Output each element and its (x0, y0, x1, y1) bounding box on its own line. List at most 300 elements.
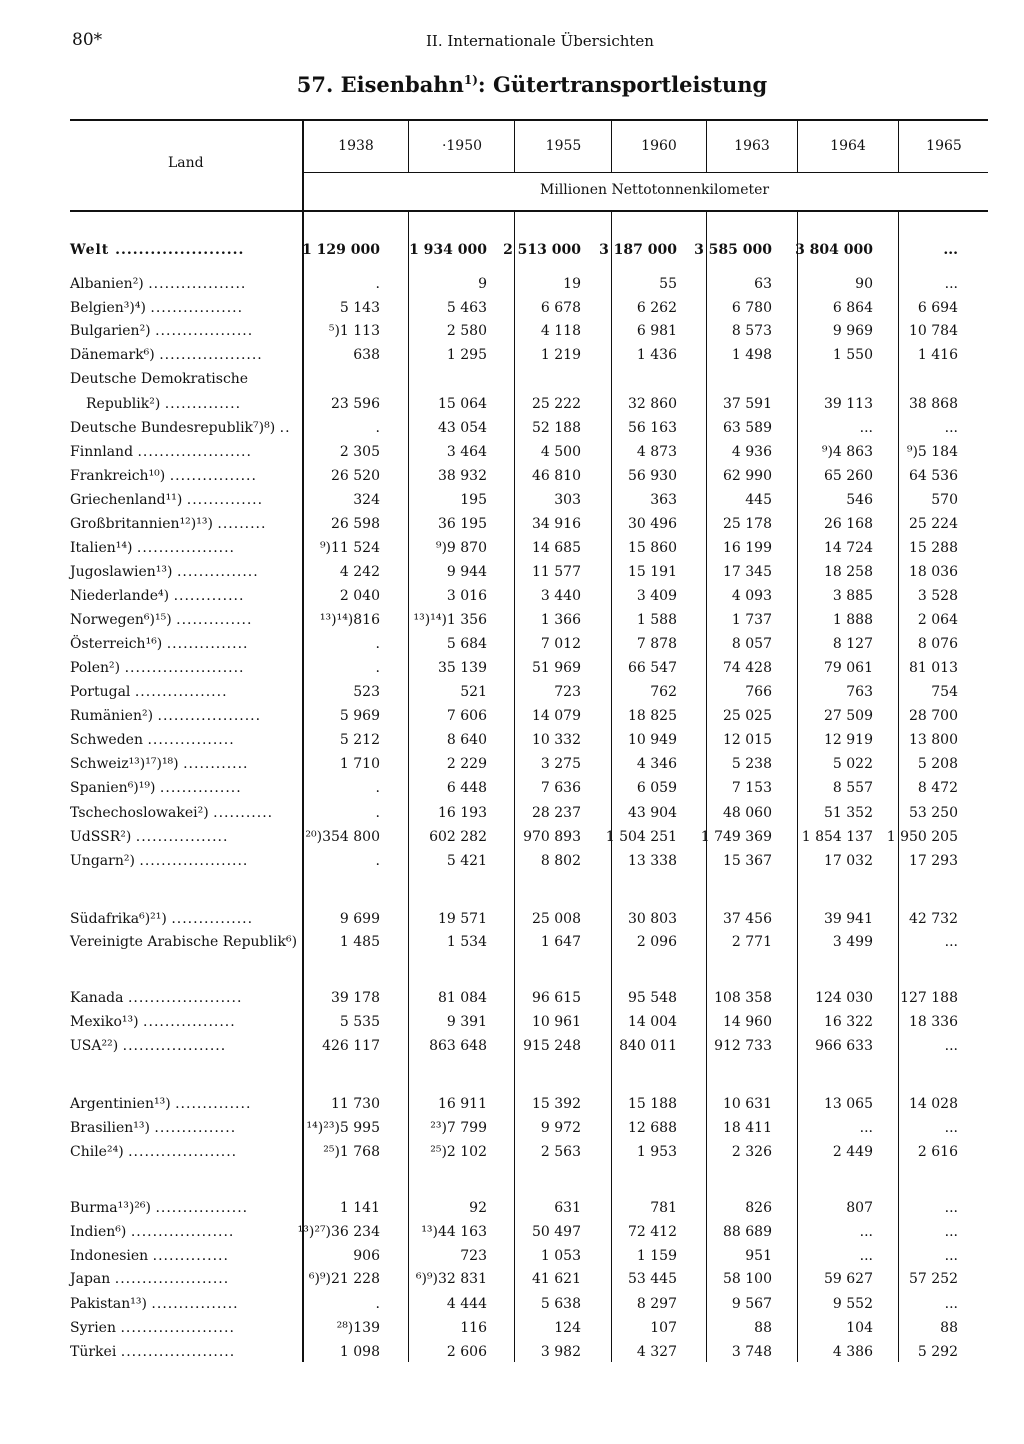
value-cell: 37 456 (723, 911, 772, 927)
top-rule (70, 119, 988, 121)
value-cell: 1 888 (832, 612, 873, 628)
value-cell: 723 (554, 684, 581, 700)
value-cell: ... (944, 1248, 958, 1264)
value-cell: 5 463 (446, 300, 487, 316)
value-cell: 5 535 (339, 1014, 380, 1030)
leader-dots: .................... (139, 853, 249, 869)
value-cell: 15 064 (438, 396, 487, 412)
value-cell: 3 885 (832, 588, 873, 604)
country-name (70, 732, 235, 748)
country-label: Vereinigte Arabische Republik⁶) (70, 934, 298, 950)
value-cell: ⁹)11 524 (319, 540, 380, 556)
country-label: Indien⁶) (70, 1224, 127, 1240)
value-cell: ⁶)⁹)21 228 (308, 1271, 380, 1287)
value-cell: 840 011 (619, 1038, 677, 1054)
value-cell: 14 079 (532, 708, 581, 724)
value-cell: 3 499 (832, 934, 873, 950)
value-cell: 53 445 (628, 1271, 677, 1287)
value-cell: 62 990 (723, 468, 772, 484)
value-cell: ¹³)²⁷)36 234 (297, 1224, 380, 1240)
value-cell: . (375, 780, 380, 796)
country-label: Finnland (70, 444, 134, 460)
value-cell: ²⁰)354 800 (305, 829, 380, 845)
value-cell: 1 737 (731, 612, 772, 628)
value-cell: 18 258 (824, 564, 873, 580)
leader-dots: ................ (169, 468, 257, 484)
value-cell: 23 596 (331, 396, 380, 412)
leader-dots: ............. (173, 588, 245, 604)
unit-label: Millionen Nettotonnenkilometer (540, 182, 770, 198)
country-label: Brasilien¹³) (70, 1120, 150, 1136)
value-cell: ... (944, 1200, 958, 1216)
value-cell: 1 749 369 (700, 829, 772, 845)
country-name (70, 636, 248, 652)
value-cell: 13 800 (909, 732, 958, 748)
section-title: II. Internationale Übersichten (426, 32, 654, 50)
value-cell: 1 550 (832, 347, 873, 363)
leader-dots: ............... (166, 636, 249, 652)
value-cell: 53 250 (909, 805, 958, 821)
value-cell: 5 638 (540, 1296, 581, 1312)
value-cell: 6 262 (636, 300, 677, 316)
value-cell: 81 084 (438, 990, 487, 1006)
value-cell: 10 631 (723, 1096, 772, 1112)
table-row (0, 1038, 1024, 1060)
table-row (0, 1320, 1024, 1342)
value-cell: 15 288 (909, 540, 958, 556)
value-cell: 16 199 (723, 540, 772, 556)
table-row (0, 1200, 1024, 1222)
value-cell: 74 428 (723, 660, 772, 676)
country-name (70, 371, 248, 387)
leader-dots: .................... (128, 1144, 238, 1160)
header-bottom-rule (70, 210, 988, 212)
value-cell: 11 577 (532, 564, 581, 580)
value-cell: 18 336 (909, 1014, 958, 1030)
value-cell: ... (944, 1038, 958, 1054)
value-cell: 781 (650, 1200, 677, 1216)
value-cell: 14 028 (909, 1096, 958, 1112)
value-cell: 10 784 (909, 323, 958, 339)
leader-dots: ................ (151, 1296, 239, 1312)
value-cell: 32 860 (628, 396, 677, 412)
leader-dots: .............. (175, 1096, 252, 1112)
value-cell: 1 416 (917, 347, 958, 363)
value-cell: 5 208 (917, 756, 958, 772)
land-column-header: Land (168, 155, 204, 171)
leader-dots: .................. (136, 540, 236, 556)
country-label: Pakistan¹³) (70, 1296, 147, 1312)
value-cell: 38 868 (909, 396, 958, 412)
value-cell: 2 771 (731, 934, 772, 950)
value-cell: 766 (745, 684, 772, 700)
value-cell: 27 509 (824, 708, 873, 724)
table-row (0, 396, 1024, 418)
leader-dots: ............... (154, 1120, 237, 1136)
value-cell: 9 552 (832, 1296, 873, 1312)
year-header-1955: 1955 (545, 138, 582, 154)
country-name (70, 1271, 229, 1287)
table-row (0, 371, 1024, 393)
country-name (70, 684, 228, 700)
value-cell: ¹³)44 163 (421, 1224, 487, 1240)
leader-dots: .................. (148, 276, 247, 292)
value-cell: 7 012 (540, 636, 581, 652)
value-cell: 8 573 (731, 323, 772, 339)
value-cell: 79 061 (824, 660, 873, 676)
leader-dots: ........... (213, 805, 274, 821)
value-cell: 8 297 (636, 1296, 677, 1312)
country-label: UdSSR²) (70, 829, 132, 845)
country-name (70, 1320, 235, 1336)
leader-dots: ..................... (120, 1344, 236, 1360)
value-cell: 59 627 (824, 1271, 873, 1287)
country-name (70, 911, 253, 927)
table-row (0, 829, 1024, 851)
table-row (0, 1344, 1024, 1366)
value-cell: 7 636 (540, 780, 581, 796)
value-cell: 2 449 (832, 1144, 873, 1160)
leader-dots: ................. (155, 1200, 249, 1216)
value-cell: 546 (846, 492, 873, 508)
value-cell: 41 621 (532, 1271, 581, 1287)
value-cell: 906 (353, 1248, 380, 1264)
value-cell: . (375, 420, 380, 436)
value-cell: 2 064 (917, 612, 958, 628)
country-label: Schweiz¹³)¹⁷)¹⁸) (70, 756, 179, 772)
value-cell: 1 141 (339, 1200, 380, 1216)
value-cell: 2 229 (446, 756, 487, 772)
value-cell: 9 (478, 276, 487, 292)
country-label: Belgien³)⁴) (70, 300, 146, 316)
value-cell: 7 153 (731, 780, 772, 796)
value-cell: 17 293 (909, 853, 958, 869)
value-cell: 92 (469, 1200, 487, 1216)
leader-dots: ...................... (124, 660, 245, 676)
country-label: Großbritannien¹²)¹³) (70, 516, 213, 532)
table-row (0, 347, 1024, 369)
country-label: Frankreich¹⁰) (70, 468, 166, 484)
leader-dots: ............... (171, 911, 254, 927)
value-cell: 95 548 (628, 990, 677, 1006)
value-cell: ... (944, 1224, 958, 1240)
value-cell: 18 036 (909, 564, 958, 580)
value-cell: 763 (846, 684, 873, 700)
value-cell: 7 606 (446, 708, 487, 724)
country-label: Österreich¹⁶) (70, 636, 163, 652)
value-cell: 42 732 (909, 911, 958, 927)
value-cell: 9 391 (446, 1014, 487, 1030)
value-cell: 4 242 (339, 564, 380, 580)
value-cell: 1 053 (540, 1248, 581, 1264)
country-label: Mexiko¹³) (70, 1014, 139, 1030)
country-name (70, 323, 253, 339)
table-row (0, 468, 1024, 490)
value-cell: 3 528 (917, 588, 958, 604)
table-row (0, 732, 1024, 754)
value-cell: 826 (745, 1200, 772, 1216)
table-row (0, 276, 1024, 298)
leader-dots: ................... (159, 347, 263, 363)
country-name (70, 612, 252, 628)
value-cell: 13 338 (628, 853, 677, 869)
value-cell: 25 222 (532, 396, 581, 412)
value-cell: 602 282 (429, 829, 487, 845)
value-cell: . (375, 636, 380, 652)
table-row (0, 1296, 1024, 1318)
value-cell: 1 436 (636, 347, 677, 363)
value-cell: 2 563 (540, 1144, 581, 1160)
value-cell: 4 936 (731, 444, 772, 460)
leader-dots: .............. (186, 492, 264, 508)
country-label: Polen²) (70, 660, 121, 676)
value-cell: 17 032 (824, 853, 873, 869)
value-cell: 5 143 (339, 300, 380, 316)
value-cell: 12 688 (628, 1120, 677, 1136)
value-cell: 107 (650, 1320, 677, 1336)
value-cell: 631 (554, 1200, 581, 1216)
value-cell: 18 825 (628, 708, 677, 724)
table-row (0, 323, 1024, 345)
leader-dots: ................... (157, 708, 262, 724)
value-cell: . (375, 853, 380, 869)
value-cell: ²⁵)2 102 (430, 1144, 487, 1160)
country-name (70, 347, 263, 363)
value-cell: 3 187 000 (599, 242, 677, 258)
value-cell: 2 513 000 (503, 242, 581, 258)
leader-dots: ......... (217, 516, 267, 532)
value-cell: 36 195 (438, 516, 487, 532)
value-cell: 9 699 (339, 911, 380, 927)
value-cell: 6 981 (636, 323, 677, 339)
table-row (0, 708, 1024, 730)
value-cell: 15 191 (628, 564, 677, 580)
table-row (0, 1014, 1024, 1036)
country-name (70, 756, 249, 772)
column-divider (302, 121, 304, 210)
value-cell: 966 633 (815, 1038, 873, 1054)
value-cell: 88 689 (723, 1224, 772, 1240)
value-cell: 46 810 (532, 468, 581, 484)
value-cell: 8 057 (731, 636, 772, 652)
country-name (70, 1248, 229, 1264)
value-cell: 762 (650, 684, 677, 700)
country-label: Bulgarien²) (70, 323, 151, 339)
country-label: Dänemark⁶) (70, 347, 155, 363)
value-cell: 2 606 (446, 1344, 487, 1360)
country-label: Kanada (70, 990, 124, 1006)
country-label: Italien¹⁴) (70, 540, 133, 556)
value-cell: 1 710 (339, 756, 380, 772)
leader-dots: ...................... (115, 242, 245, 258)
value-cell: ... (859, 420, 873, 436)
value-cell: . (375, 805, 380, 821)
leader-dots: .............. (164, 396, 242, 412)
country-name (70, 990, 242, 1006)
value-cell: 638 (353, 347, 380, 363)
table-row (0, 540, 1024, 562)
leader-dots: ............... (176, 564, 259, 580)
value-cell: 19 (563, 276, 581, 292)
value-cell: 127 188 (900, 990, 958, 1006)
country-name (70, 708, 261, 724)
country-name (70, 1096, 251, 1112)
country-name (70, 1014, 236, 1030)
country-label: Jugoslawien¹³) (70, 564, 173, 580)
country-name (70, 1224, 234, 1240)
year-header-1960: 1960 (641, 138, 677, 154)
value-cell: 863 648 (429, 1038, 487, 1054)
value-cell: 1 953 (636, 1144, 677, 1160)
value-cell: 17 345 (723, 564, 772, 580)
value-cell: 8 640 (446, 732, 487, 748)
value-cell: ... (944, 934, 958, 950)
value-cell: 2 096 (636, 934, 677, 950)
country-name (70, 1200, 248, 1216)
value-cell: 56 930 (628, 468, 677, 484)
value-cell: 754 (931, 684, 958, 700)
value-cell: 4 386 (832, 1344, 873, 1360)
value-cell: 4 118 (540, 323, 581, 339)
value-cell: 34 916 (532, 516, 581, 532)
value-cell: 39 113 (824, 396, 873, 412)
country-label: Südafrika⁶)²¹) (70, 911, 167, 927)
table-row (0, 492, 1024, 514)
value-cell: 5 969 (339, 708, 380, 724)
value-cell: 28 700 (909, 708, 958, 724)
value-cell: ... (944, 1296, 958, 1312)
value-cell: 11 730 (331, 1096, 380, 1112)
value-cell: ⁹)9 870 (435, 540, 487, 556)
value-cell: ⁶)⁹)32 831 (415, 1271, 487, 1287)
value-cell: 6 780 (731, 300, 772, 316)
country-label: Türkei (70, 1344, 117, 1360)
country-name (70, 564, 259, 580)
value-cell: 5 238 (731, 756, 772, 772)
value-cell: 12 919 (824, 732, 873, 748)
value-cell: 90 (855, 276, 873, 292)
table-row (0, 1120, 1024, 1142)
country-name (70, 540, 235, 556)
value-cell: 104 (846, 1320, 873, 1336)
value-cell: ... (944, 1120, 958, 1136)
table-row (0, 1096, 1024, 1118)
value-cell: ... (944, 420, 958, 436)
country-label: Spanien⁶)¹⁹) (70, 780, 156, 796)
leader-dots: ................... (122, 1038, 227, 1054)
value-cell: 63 (754, 276, 772, 292)
value-cell: 25 025 (723, 708, 772, 724)
value-cell: 5 212 (339, 732, 380, 748)
value-cell: 5 292 (917, 1344, 958, 1360)
value-cell: 81 013 (909, 660, 958, 676)
value-cell: 57 252 (909, 1271, 958, 1287)
country-name (70, 1144, 237, 1160)
value-cell: 1 534 (446, 934, 487, 950)
year-header-1965: 1965 (926, 138, 962, 154)
value-cell: ²⁸)139 (336, 1320, 380, 1336)
table-row (0, 564, 1024, 586)
value-cell: 7 878 (636, 636, 677, 652)
value-cell: 19 571 (438, 911, 487, 927)
value-cell: 38 932 (438, 468, 487, 484)
value-cell: 14 724 (824, 540, 873, 556)
value-cell: 723 (460, 1248, 487, 1264)
value-cell: 72 412 (628, 1224, 677, 1240)
value-cell: 3 982 (540, 1344, 581, 1360)
value-cell: 6 448 (446, 780, 487, 796)
value-cell: 1 854 137 (801, 829, 873, 845)
country-label: Rumänien²) (70, 708, 154, 724)
value-cell: 324 (353, 492, 380, 508)
value-cell: 37 591 (723, 396, 772, 412)
country-name (70, 420, 291, 436)
leader-dots: ................. (134, 684, 228, 700)
value-cell: 8 076 (917, 636, 958, 652)
country-label: Deutsche Bundesrepublik⁷)⁸) (70, 420, 276, 436)
value-cell: 26 168 (824, 516, 873, 532)
column-divider (514, 121, 515, 172)
country-label: Deutsche Demokratische (70, 371, 249, 387)
value-cell: 426 117 (322, 1038, 380, 1054)
leader-dots: .................. (155, 323, 254, 339)
value-cell: 66 547 (628, 660, 677, 676)
table-row (0, 911, 1024, 933)
table-row (0, 242, 1024, 264)
country-name (70, 242, 244, 258)
value-cell: 25 224 (909, 516, 958, 532)
table-row (0, 612, 1024, 634)
value-cell: 363 (650, 492, 677, 508)
value-cell: 14 685 (532, 540, 581, 556)
value-cell: 2 616 (917, 1144, 958, 1160)
value-cell: 4 873 (636, 444, 677, 460)
country-name (70, 934, 297, 950)
country-name (70, 805, 273, 821)
value-cell: 807 (846, 1200, 873, 1216)
value-cell: 6 864 (832, 300, 873, 316)
year-header-1950: ·1950 (441, 138, 483, 154)
value-cell: 1 498 (731, 347, 772, 363)
country-label: Niederlande⁴) (70, 588, 170, 604)
table-row (0, 990, 1024, 1012)
country-label: Burma¹³)²⁶) (70, 1200, 151, 1216)
value-cell: 6 678 (540, 300, 581, 316)
value-cell: 521 (460, 684, 487, 700)
column-divider (408, 121, 409, 172)
value-cell: 39 178 (331, 990, 380, 1006)
value-cell: 2 305 (339, 444, 380, 460)
value-cell: 523 (353, 684, 380, 700)
table-row (0, 1144, 1024, 1166)
leader-dots: ..................... (120, 1320, 235, 1336)
country-label: Welt (70, 242, 110, 258)
value-cell: 9 969 (832, 323, 873, 339)
value-cell: ... (859, 1224, 873, 1240)
value-cell: 50 497 (532, 1224, 581, 1240)
value-cell: 9 567 (731, 1296, 772, 1312)
country-label: Albanien²) (70, 276, 144, 292)
value-cell: 88 (940, 1320, 958, 1336)
value-cell: 1 219 (540, 347, 581, 363)
value-cell: 18 411 (723, 1120, 772, 1136)
value-cell: 303 (554, 492, 581, 508)
value-cell: 116 (460, 1320, 487, 1336)
value-cell: ⁹)4 863 (821, 444, 873, 460)
value-cell: 58 100 (723, 1271, 772, 1287)
value-cell: 64 536 (909, 468, 958, 484)
country-name (70, 492, 263, 508)
